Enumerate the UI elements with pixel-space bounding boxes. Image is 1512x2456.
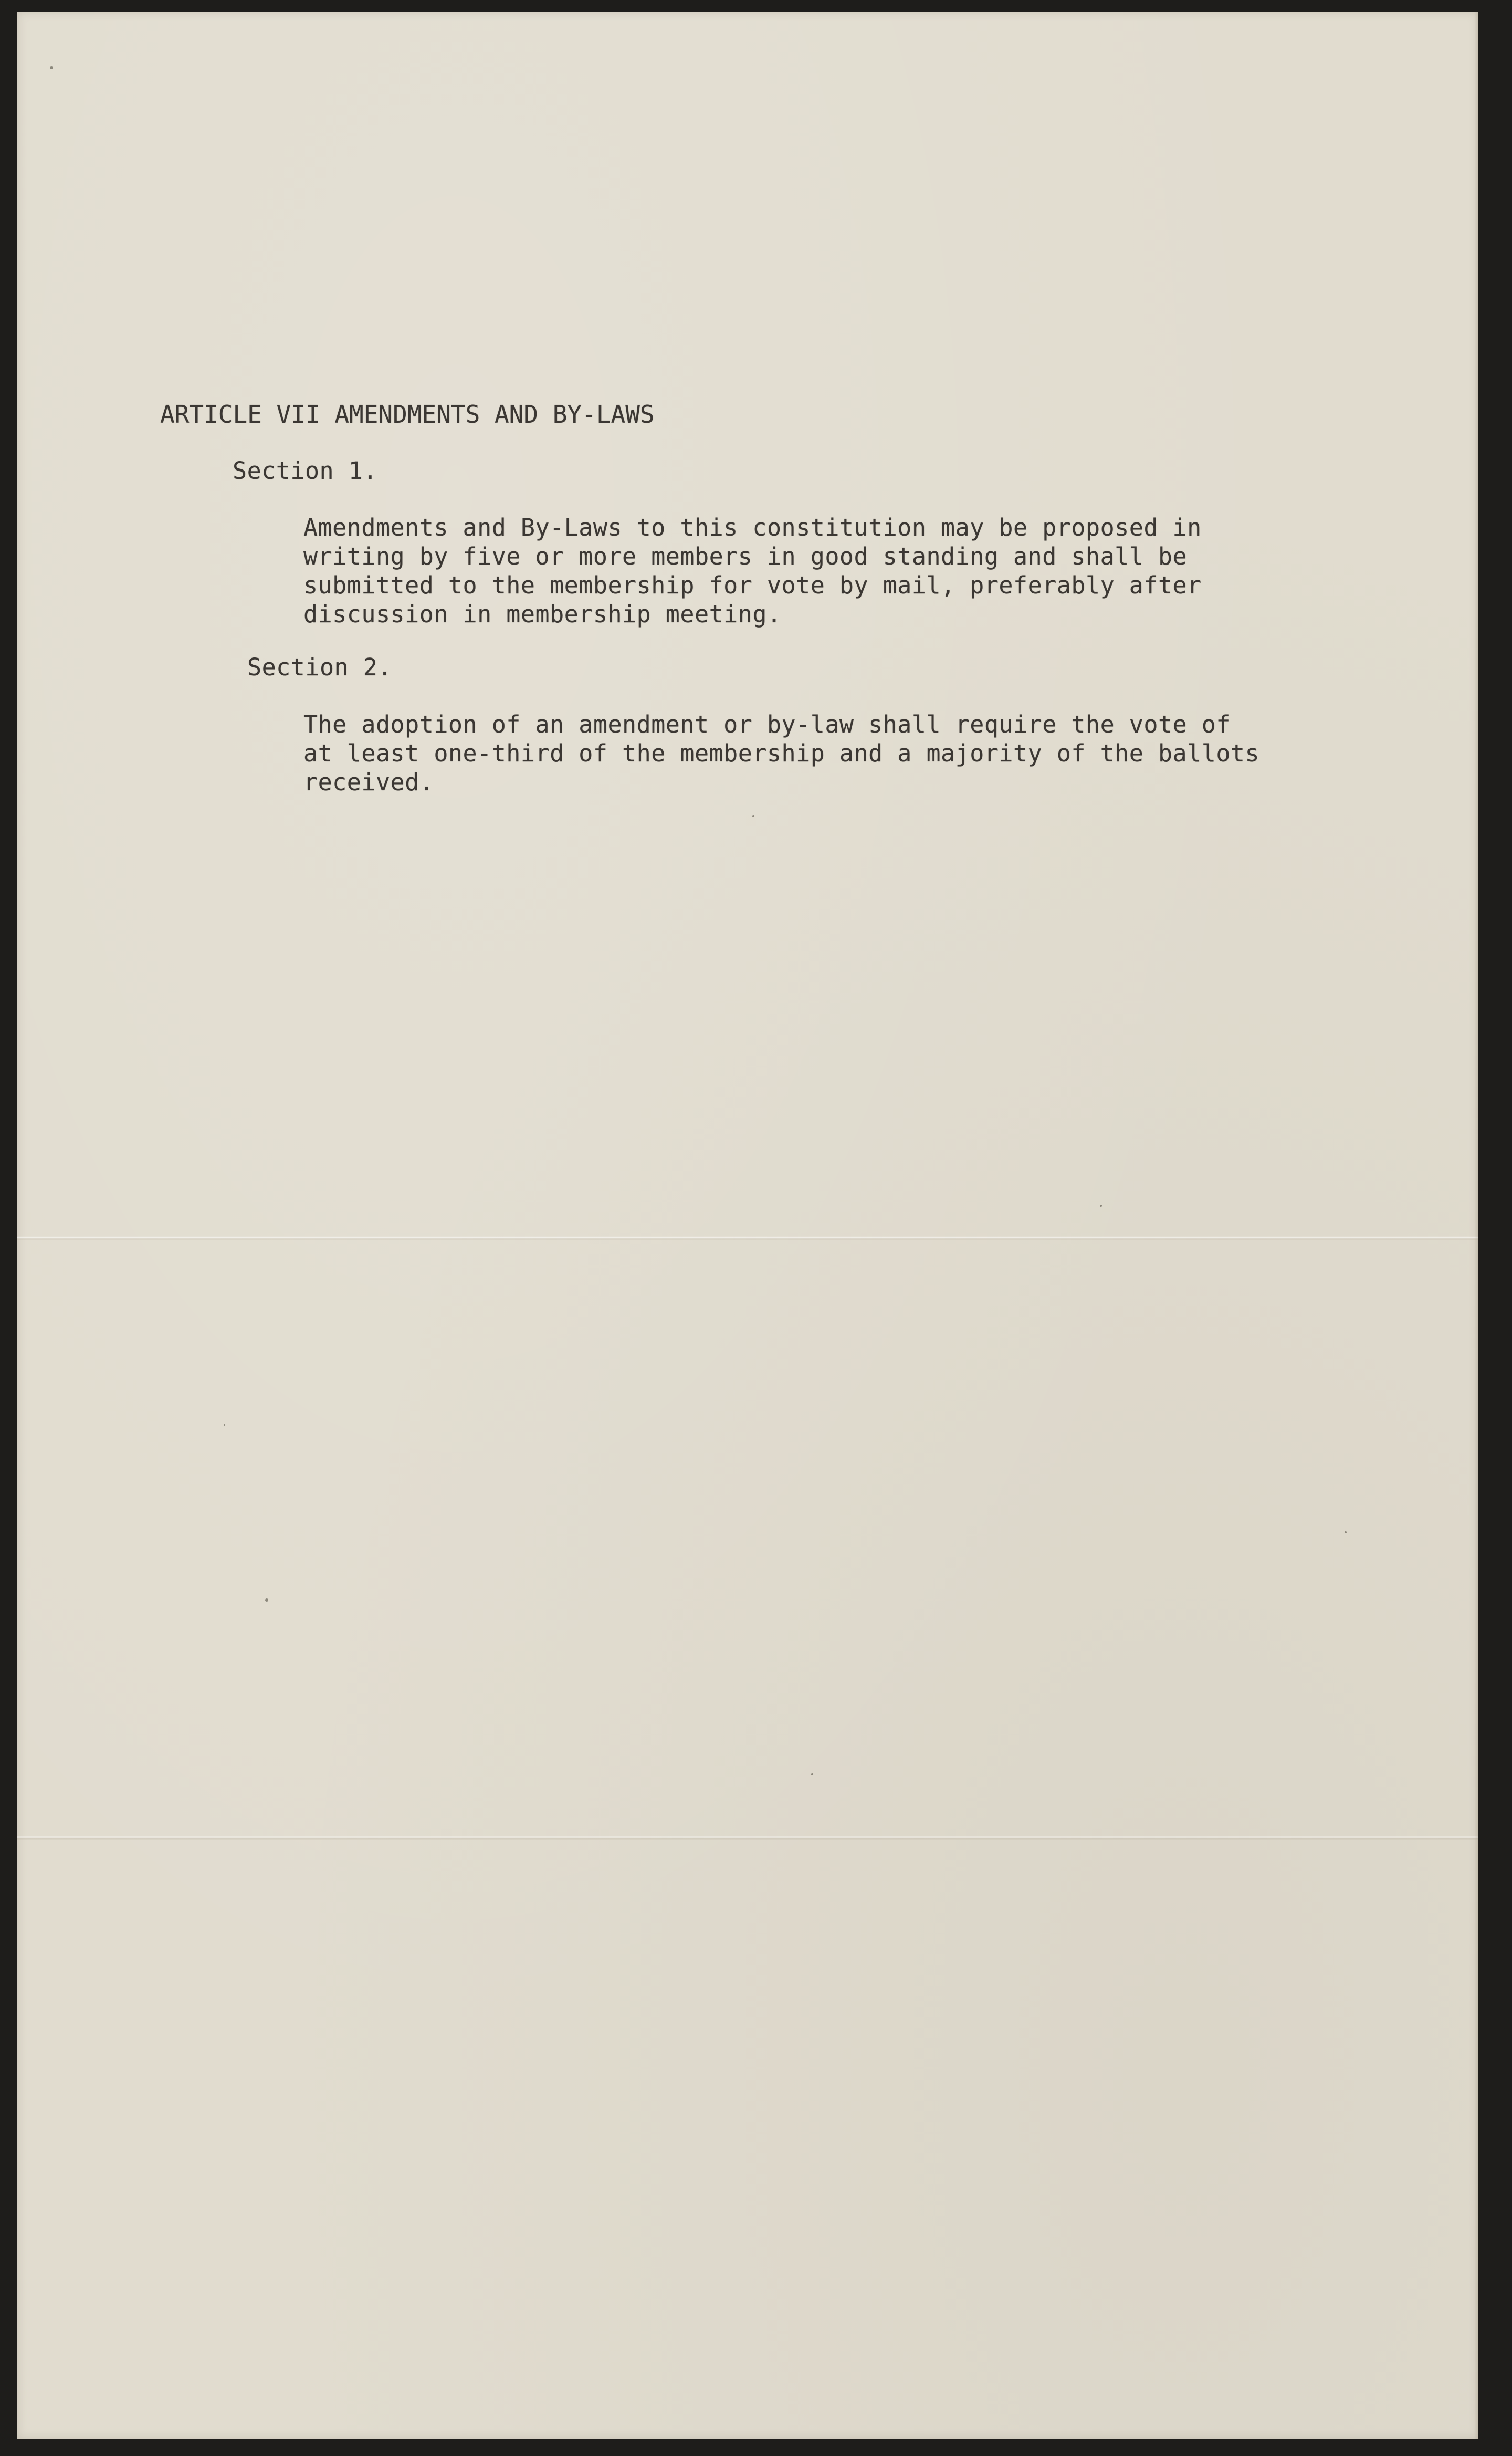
paper-speck [752,815,754,817]
section-2-paragraph [303,710,1259,797]
paragraph-line: received. [303,768,434,796]
typewritten-page [17,12,1478,2439]
paper-speck [224,1424,225,1426]
fold-crease-upper [17,1236,1478,1240]
section-2-title: Section 2. [247,653,392,681]
paper-speck [811,1773,813,1775]
paragraph-line: Amendments and By-Laws to this constitution may be proposed in [303,514,1202,541]
paper-speck [1100,1205,1102,1207]
page-edge-shadow [1474,12,1478,2439]
paragraph-line: writing by five or more members in good standing and shall be [303,542,1188,570]
section-1-paragraph [303,513,1202,629]
paragraph-line: at least one-third of the membership and a majority of the ballots [303,739,1260,767]
paper-speck [265,1598,268,1602]
paragraph-line: The adoption of an amendment or by-law shall require the vote of [303,710,1231,738]
paragraph-line: discussion in membership meeting. [303,600,782,628]
section-1-title: Section 1. [233,457,377,485]
paper-speck [1345,1531,1347,1533]
fold-crease-lower [17,1836,1478,1840]
paper-speck [50,66,53,69]
paragraph-line: submitted to the membership for vote by mail, preferably after [303,571,1202,599]
article-heading: ARTICLE VII AMENDMENTS AND BY-LAWS [160,400,655,429]
